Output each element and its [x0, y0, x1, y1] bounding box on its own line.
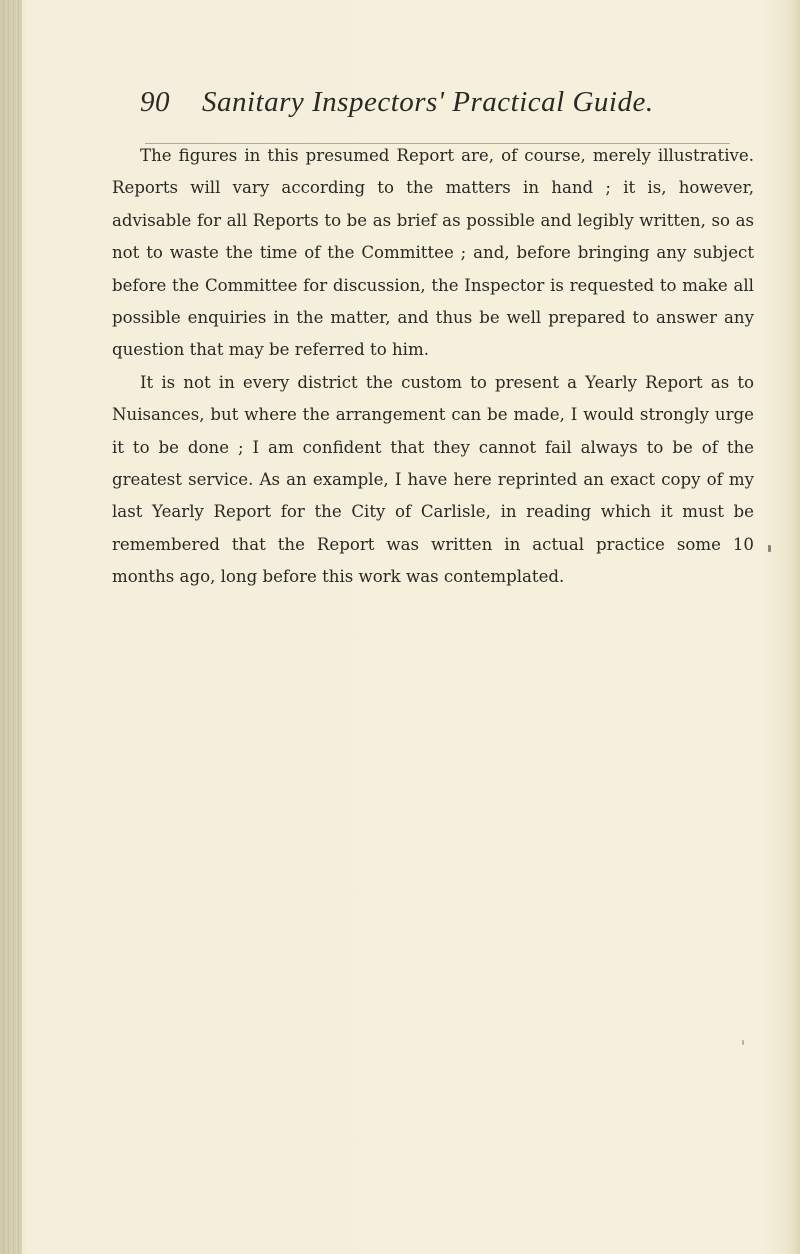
body-text [112, 140, 754, 594]
page-number: 90 [140, 86, 170, 118]
running-title: Sanitary Inspectors' Practical Guide. [202, 86, 654, 118]
page-header [140, 86, 740, 126]
page-binding-edge [0, 0, 22, 1254]
page-right-edge [790, 0, 800, 1254]
ink-speck [742, 1040, 744, 1045]
paragraph-2: It is not in every district the custom to present a Yearly Report as to Nuisances, but where the arrangement can be made, I would strongly urge it to be done ; I am confident that they cannot fail always to be of the greatest service. As an example, I have here reprinted an exact copy of my last Yearly Report for the City of Carlisle, in reading which it must be remembered that the Report was written in actual practice some 10 months ago, long before this work was contemplated. [112, 372, 754, 587]
ink-speck [768, 545, 771, 552]
paragraph-1: The figures in this presumed Report are, of course, merely illustrative. Reports will vary according to the matters in hand ; it is, however, advisable for all Reports to be as brief as possible and legibly written, so as not to waste the time of the Committee ; and, before bringing any subject before the Committee for discussion, the Inspector is requested to make all possible enquiries in the matter, and thus be well prepared to answer any question that may be referred to him. [112, 146, 754, 360]
